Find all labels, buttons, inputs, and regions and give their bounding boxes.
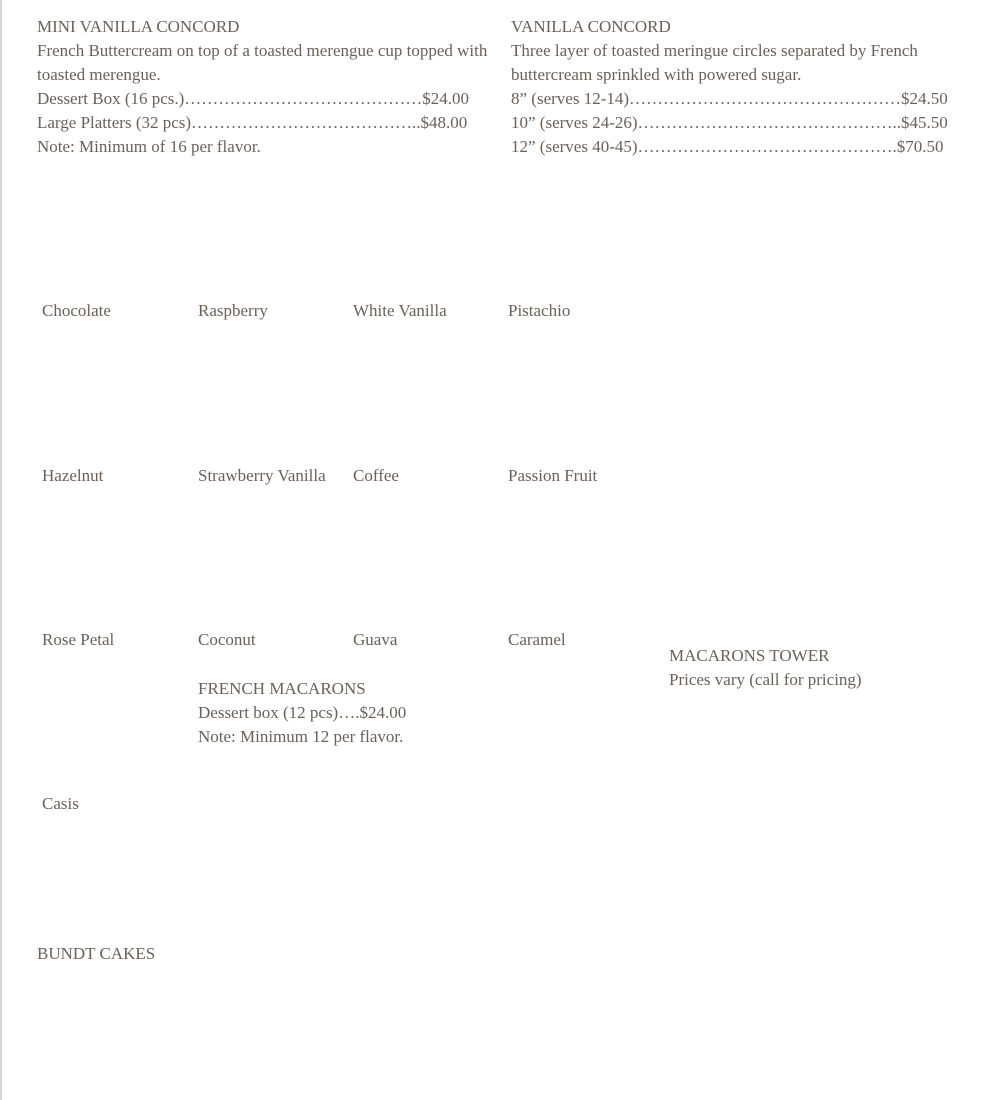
tower-title: MACARONS TOWER [669, 646, 830, 665]
concord-section [511, 15, 971, 159]
mini-concord-section [37, 15, 497, 159]
flavor-label: Pistachio [508, 301, 571, 320]
macarons-title: FRENCH MACARONS [198, 679, 366, 698]
mini-concord-price-row: Dessert Box (16 pcs.)……………………………………$24.00 [37, 89, 470, 108]
flavor-label: White Vanilla [353, 301, 447, 320]
flavor-label: Guava [353, 630, 398, 649]
mini-concord-note: Note: Minimum of 16 per flavor. [37, 137, 261, 156]
flavor-label: Chocolate [42, 301, 111, 320]
concord-price-row: 8” (serves 12-14)…………………………………………$24.50 [511, 89, 948, 108]
flavor-label: Caramel [508, 630, 566, 649]
tower-section [669, 644, 862, 692]
flavor-label: Casis [42, 794, 79, 813]
concord-title: VANILLA CONCORD [511, 17, 671, 36]
flavor-label: Raspberry [198, 301, 268, 320]
concord-price-row: 12” (serves 40-45)……………………………………….$70.50 [511, 137, 944, 156]
bundt-title: BUNDT CAKES [37, 944, 156, 963]
macarons-price-row: Dessert box (12 pcs)….$24.00 [198, 703, 407, 722]
concord-description: Three layer of toasted meringue circles separated by French buttercream sprinkled with powered sugar. [511, 41, 918, 84]
bundt-section [37, 942, 155, 966]
concord-price-row: 10” (serves 24-26)………………………………………..$45.50 [511, 113, 948, 132]
page-left-border [0, 0, 2, 1100]
flavor-label: Strawberry Vanilla [198, 466, 326, 485]
flavor-label: Coconut [198, 630, 256, 649]
flavor-label: Passion Fruit [508, 466, 598, 485]
flavor-label: Hazelnut [42, 466, 104, 485]
mini-concord-title: MINI VANILLA CONCORD [37, 17, 240, 36]
macarons-section [198, 677, 406, 749]
flavor-label: Rose Petal [42, 630, 115, 649]
flavor-label: Coffee [353, 466, 399, 485]
tower-note: Prices vary (call for pricing) [669, 670, 862, 689]
mini-concord-price-row: Large Platters (32 pcs)…………………………………..$48.00 [37, 113, 468, 132]
mini-concord-description: French Buttercream on top of a toasted merengue cup topped with toasted merengue. [37, 41, 488, 84]
macarons-note: Note: Minimum 12 per flavor. [198, 727, 404, 746]
